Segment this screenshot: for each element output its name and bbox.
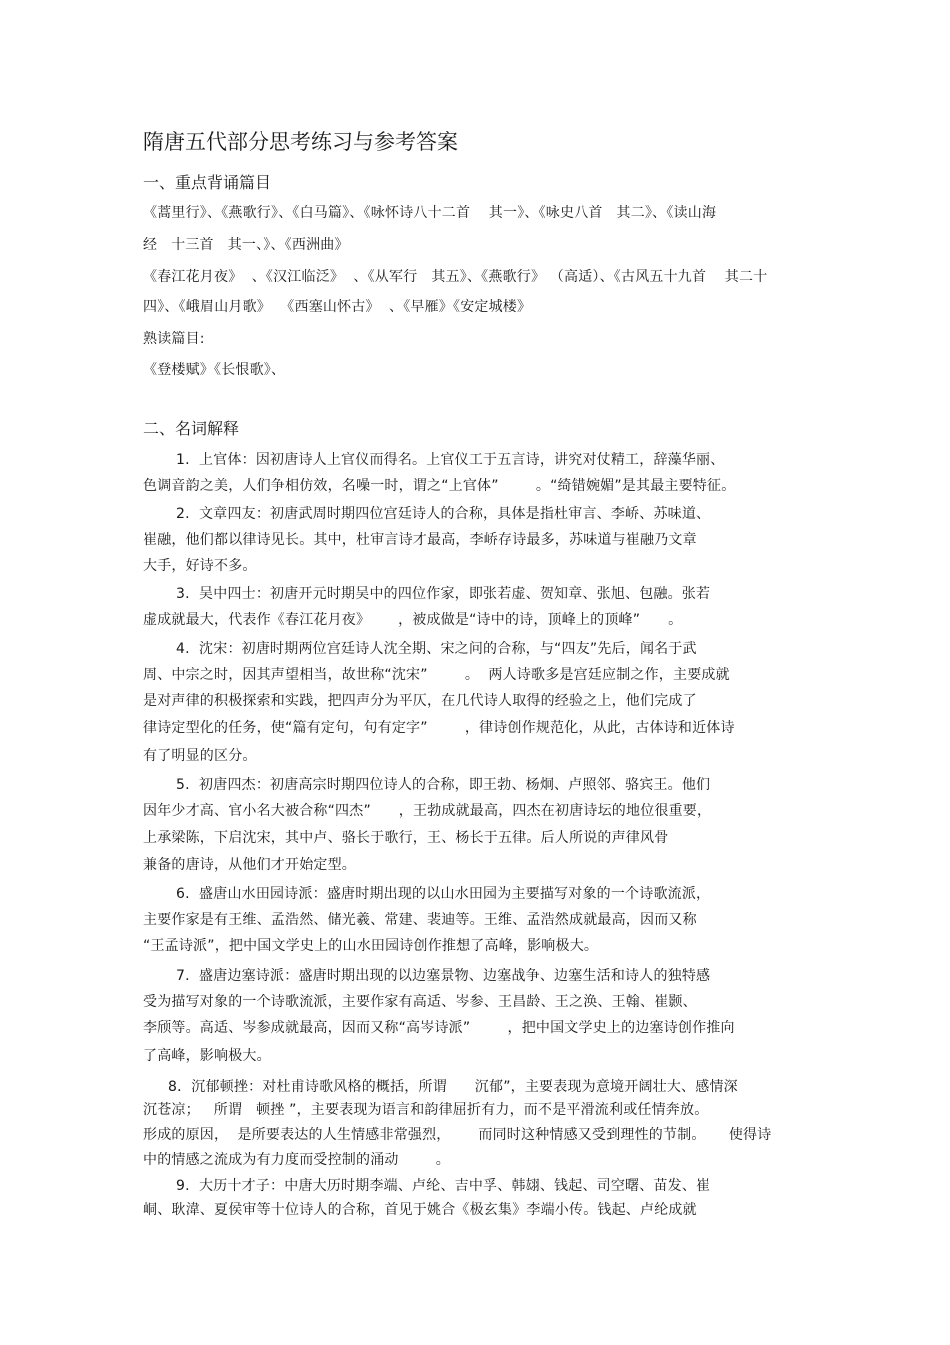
reading-list-line: 《登楼赋》《长恨歌》、: [143, 362, 286, 378]
term-line: 3. 吴中四士：初唐开元时期吴中的四位作家，即张若虚、贺知章、张旭、包融。张若: [176, 586, 711, 602]
term-line: 周、中宗之时，因其声望相当，故世称“沈宋” 。 两人诗歌多是宫廷应制之作，主要成就: [143, 667, 730, 683]
section-heading-recitation: 一、重点背诵篇目: [143, 173, 272, 192]
term-line: 因年少才高、官小名大被合称“四杰” ，王勃成就最高，四杰在初唐诗坛的地位很重要，: [143, 803, 712, 819]
term-line: 6. 盛唐山水田园诗派：盛唐时期出现的以山水田园为主要描写对象的一个诗歌流派，: [176, 886, 711, 902]
term-line: 1. 上官体：因初唐诗人上官仪而得名。上官仪工于五言诗，讲究对仗精工，辞藻华丽、: [176, 452, 725, 468]
term-line: 峒、耿湋、夏侯审等十位诗人的合称，首见于姚合《极玄集》李端小传。钱起、卢纶成就: [143, 1202, 697, 1218]
term-line: 兼备的唐诗，从他们才开始定型。: [143, 857, 356, 873]
term-line: 了高峰，影响极大。: [143, 1048, 271, 1064]
term-line: 9. 大历十才子：中唐大历时期李端、卢纶、吉中孚、韩翃、钱起、司空曙、苗发、崔: [176, 1178, 711, 1194]
term-line: 上承梁陈，下启沈宋，其中卢、骆长于歌行，王、杨长于五律。后人所说的声律风骨: [143, 830, 669, 846]
recitation-list-line: 四》、《峨眉山月歌》 《西塞山怀古》 、《早雁》《安定城楼》: [143, 299, 532, 315]
term-line: 是对声律的积极探索和实践，把四声分为平仄，在几代诗人取得的经验之上，他们完成了: [143, 693, 697, 709]
recitation-list-line: 经 十三首 其一、》、《西洲曲》: [143, 237, 349, 253]
term-line: 7. 盛唐边塞诗派：盛唐时期出现的以边塞景物、边塞战争、边塞生活和诗人的独特感: [176, 968, 711, 984]
term-line: 4. 沈宋：初唐时期两位宫廷诗人沈全期、宋之问的合称，与“四友”先后，闻名于武: [176, 641, 697, 657]
term-line: 大手，好诗不多。: [143, 558, 257, 574]
term-line: 沉苍凉； 所谓 顿挫 ”，主要表现为语言和韵律屈折有力，而不是平滑流利或任情奔放。: [143, 1102, 709, 1118]
section-heading-terms: 二、名词解释: [143, 419, 240, 438]
term-line: 受为描写对象的一个诗歌流派，主要作家有高适、岑参、王昌龄、王之涣、王翰、崔颢、: [143, 994, 697, 1010]
recitation-list-line: 《春江花月夜》 、《汉江临泛》 、《从军行 其五》、《燕歌行》 （高适）、《古风五十九首 其二十: [143, 269, 768, 285]
term-line: 中的情感之流成为有力度而受控制的涌动 。: [143, 1152, 451, 1168]
term-line: 有了明显的区分。: [143, 748, 257, 764]
term-line: “王孟诗派”，把中国文学史上的山水田园诗创作推想了高峰，影响极大。: [143, 938, 599, 954]
term-line: 8．沉郁顿挫：对杜甫诗歌风格的概括，所谓 沉郁”，主要表现为意境开阔壮大、感情深: [168, 1079, 738, 1095]
term-line: 虚成就最大，代表作《春江花月夜》 ，被成做是“诗中的诗，顶峰上的顶峰” 。: [143, 612, 683, 628]
term-line: 2. 文章四友：初唐武周时期四位宫廷诗人的合称，具体是指杜审言、李峤、苏味道、: [176, 506, 711, 522]
term-line: 色调音韵之美，人们争相仿效，名噪一时，谓之“上官体” 。“绮错婉媚”是其最主要特征。: [143, 478, 736, 494]
term-line: 主要作家是有王维、孟浩然、储光羲、常建、裴迪等。王维、孟浩然成就最高，因而又称: [143, 912, 697, 928]
term-line: 形成的原因， 是所要表达的人生情感非常强烈， 而同时这种情感又受到理性的节制。 使得诗: [143, 1127, 772, 1143]
term-line: 5. 初唐四杰：初唐高宗时期四位诗人的合称，即王勃、杨炯、卢照邻、骆宾王。他们: [176, 777, 711, 793]
term-line: 李颀等。高适、岑参成就最高，因而又称“高岑诗派” ，把中国文学史上的边塞诗创作推向: [143, 1020, 735, 1036]
term-line: 崔融，他们都以律诗见长。其中，杜审言诗才最高，李峤存诗最多，苏味道与崔融乃文章: [143, 532, 697, 548]
term-line: 律诗定型化的任务，使“篇有定句，句有定字” ，律诗创作规范化，从此，古体诗和近体诗: [143, 720, 735, 736]
page-title: 隋唐五代部分思考练习与参考答案: [143, 130, 458, 154]
reading-list-label: 熟读篇目:: [143, 331, 205, 347]
recitation-list-line: 《蒿里行》、《燕歌行》、《白马篇》、《咏怀诗八十二首 其一》、《咏史八首 其二》、《读山海: [143, 205, 717, 221]
